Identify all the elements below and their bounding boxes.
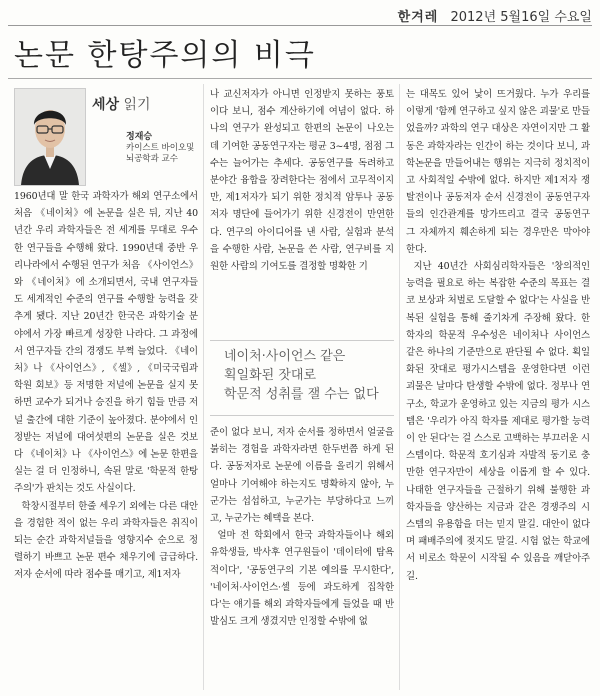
author-name: 정재승 bbox=[126, 132, 153, 142]
author-photo bbox=[14, 88, 86, 186]
top-rule bbox=[8, 25, 592, 26]
publication-date: 2012년 5월16일 수요일 bbox=[450, 10, 592, 25]
masthead-bar bbox=[0, 0, 600, 28]
newspaper-name: 한겨레 bbox=[397, 10, 439, 25]
body-column-1 bbox=[14, 188, 198, 584]
masthead bbox=[398, 6, 592, 25]
pull-quote-line: 네이처·사이언스 같은 bbox=[224, 349, 346, 364]
author-byline bbox=[126, 132, 194, 165]
pull-quote-line: 획일화된 잣대로 bbox=[224, 368, 317, 383]
paragraph: 학창시절부터 한줄 세우기 외에는 다른 대안을 경험한 적이 없는 우리 과학자들은 취직이 되는 순간 과학저널들을 영향지수 순으로 정렬하기 바쁘고 논문 편수 채우기에 급급하다. 저자 순서에 따라 점수를 매기고, 제1저자 bbox=[14, 500, 198, 581]
column-header bbox=[14, 88, 196, 188]
pull-quote-line: 학문적 성취를 잴 수는 없다 bbox=[224, 387, 379, 402]
paragraph: 준이 없다 보니, 저자 순서를 정하면서 얼굴을 붉히는 경험을 과학자라면 한두번쯤 하게 된다. 공동저자로 논문에 이름을 올리기 위해서 얼마나 기여해야 하는지도 명확하지 않아, 누군가는 섭섭하고, 누군가는 부당하다고 느끼고, 누군가는 혜택을 본다. bbox=[210, 427, 394, 525]
body-column-2-continued bbox=[210, 424, 394, 630]
headline-rule bbox=[8, 78, 592, 79]
pull-quote bbox=[210, 340, 394, 416]
paragraph: 1960년대 말 한국 과학자가 해외 연구소에서 처음 《네이처》에 논문을 실은 뒤, 지난 40년간 우리 과학자들은 전 세계를 무대로 우수한 연구들을 수행해 왔다. 1990년대 중반 우리나라에서 수행된 연구가 처음 《사이언스》와 《네이처》에 소개되면서, 국내 연구자들도 세계적인 수준의 연구를 수행할 능력을 갖추게 됐다. 지난 20년간 한국은 과학기술 분야에서 가장 빠르게 성장한 나라다. 그 과정에서 연구자들 간의 경쟁도 부쩍 늘었다. 《네이처》나 《사이언스》, 《셀》, 《미국국립과학원 회보》등 저명한 저널에 논문을 실지 못하면 교수가 되거나 승진을 하기 힘들 만큼 저널 출간에 대한 기준이 높아졌다. 분야에서 인정받는 저널에 대여섯편의 논문을 실은 것보다 《네이처》나 《사이언스》에 논문 한편을 실는 걸 더 인정하니, 속된 말로 '학문적 한탕주의'가 판치는 것도 사실이다. bbox=[14, 191, 198, 495]
body-column-3 bbox=[406, 86, 590, 585]
column-name bbox=[92, 94, 151, 114]
author-portrait-icon bbox=[15, 89, 85, 185]
paragraph: 는 대목도 있어 낯이 뜨거웠다. 누가 우리를 이렇게 '함께 연구하고 싶지 않은 괴물'로 만들었을까? 과학의 연구 대상은 자연이지만 그 활동은 과학자라는 인간이 하는 것이다 보니, 과학논문을 만들어내는 행위는 지극히 정치적이고 사회적일 수밖에 없다. 하지만 제1저자 쟁탈전이나 공동저자 순서 신경전이 공동연구자들의 인간관계를 망가뜨리고 결국 공동연구 그 자체까지 훼손하게 되는 경우만은 막아야 한다. bbox=[406, 89, 590, 255]
headline: 논문 한탕주의의 비극 bbox=[14, 38, 316, 73]
column-divider bbox=[399, 84, 400, 690]
author-affiliation-1: 카이스트 바이오및 bbox=[126, 143, 195, 153]
body-column-2 bbox=[210, 86, 394, 275]
column-name-part1: 세상 bbox=[92, 97, 120, 113]
column-name-part2: 읽기 bbox=[123, 97, 151, 113]
author-affiliation-2: 뇌공학과 교수 bbox=[126, 154, 178, 164]
column-divider bbox=[203, 84, 204, 690]
paragraph: 지난 40년간 사회심리학자들은 '창의적인 능력을 필요로 하는 복잡한 수준의 목표는 결코 보상과 처벌로 도달할 수 없다'는 사실을 반복된 실험을 통해 줄기차게 주장해 왔다. 한 학자의 학문적 우수성은 네이처나 사이언스 같은 하나의 기준만으로 판단될 수 없다. 획일화된 잣대로 평가시스템을 운영한다면 이런 괴물은 날마다 탄생할 수밖에 없다. 정부나 연구소, 학교가 운영하고 있는 지금의 평가 시스템은 '우리가 아직 학자를 제대로 평가할 능력이 안 된다'는 걸 스스로 고백하는 부끄러운 시스템이다. 학문적 호기심과 자발적 동기로 충만한 연구자만이 세상을 이롭게 할 수 있다. 나태한 연구자들을 근절하기 위해 불행한 과학자들을 양산하는 지금과 같은 경쟁주의 시스템의 유용함을 더는 믿지 말길. 대안이 없다며 패배주의에 젖지도 말길. 시험 없는 학교에서 비로소 학문이 시작될 수 있음을 깨닫아주길. bbox=[406, 261, 590, 582]
paragraph: 나 교신저자가 아니면 인정받지 못하는 풍토이다 보니, 점수 계산하기에 여념이 없다. 하나의 연구가 완성되고 한편의 논문이 나오는 데 기여한 공동연구자는 평균 3~4명, 점점 그 수는 늘어가는 추세다. 공동연구를 독려하고 분야간 융합을 장려한다는 점에서 고무적이지만, 제1저자가 되기 위한 정치적 암투나 공동저자 명단에 들어가기 위한 신경전이 만연한다. 연구의 아이디어를 낸 사람, 실험과 분석을 수행한 사람, 논문을 쓴 사람, 연구비를 지원한 사람의 기여도를 결정할 명확한 기 bbox=[210, 89, 394, 273]
paragraph: 얼마 전 학회에서 한국 과학자들이나 해외 유학생들, 박사후 연구원들이 '데이터에 탐욕적이다', '공동연구의 기본 예의를 무시한다', '네이처·사이언스·셀 등에 과도하게 집착한다'는 얘기를 해외 과학자들에게 들었을 때 반발심도 크게 생겼지만 인정할 수밖에 없 bbox=[210, 530, 394, 628]
